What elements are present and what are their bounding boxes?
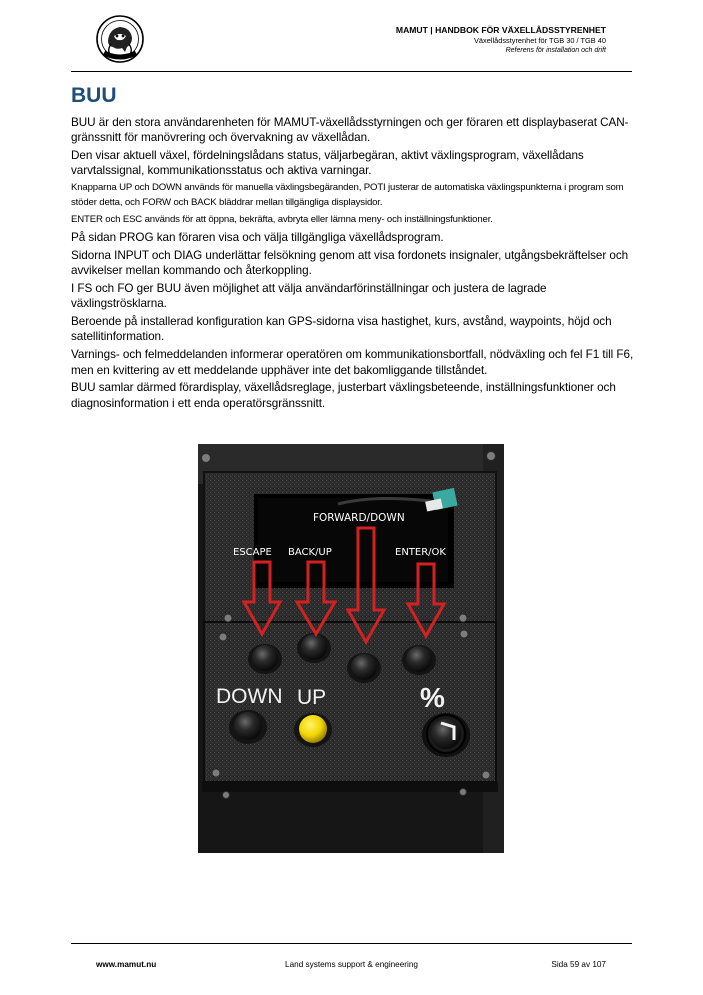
paragraph: Sidorna INPUT och DIAG underlättar felsökning genom att visa fordonets insignaler, utgångsbekräftelser och avvikelser mellan kommando och återkoppling. xyxy=(71,248,629,277)
panel-label-down: DOWN xyxy=(216,685,283,708)
footer-divider xyxy=(71,943,632,944)
footer-website: www.mamut.nu xyxy=(96,960,157,969)
label-back-up: BACK/UP xyxy=(288,547,332,558)
paragraph: Varnings- och felmeddelanden informerar operatören om kommunikationsbortfall, nödväxling och fel F1 till F6, men en kvittering av ett meddelande upphäver inte det bakomliggande tillståndet. xyxy=(71,348,634,377)
header-divider xyxy=(71,71,632,72)
paragraph: Den visar aktuell växel, fördelningslådans status, väljarbegäran, aktivt växlingsprogram, växellådans varvtalssignal, kommunikationsstatus och aktiva varningar. xyxy=(71,149,584,178)
footer-page-number: Sida 59 av 107 xyxy=(551,960,606,969)
label-escape: ESCAPE xyxy=(233,547,272,558)
paragraph: ENTER och ESC används för att öppna, bekräfta, avbryta eller lämna meny- och inställningsfunktioner. xyxy=(71,213,493,225)
section-body xyxy=(71,115,636,414)
document-header xyxy=(206,25,606,56)
mamut-logo xyxy=(95,14,145,64)
label-forward-down: FORWARD/DOWN xyxy=(313,512,405,524)
header-subtitle: Växellådsstyrenhet för TGB 30 / TGB 40 xyxy=(473,36,606,45)
paragraph: I FS och FO ger BUU även möjlighet att välja användarförinställningar och justera de lagrade växlingströsklarna. xyxy=(71,281,547,311)
paragraph: På sidan PROG kan föraren visa och välja tillgängliga växellådsprogram. xyxy=(71,230,444,244)
paragraph: Beroende på installerad konfiguration kan GPS-sidorna visa hastighet, kurs, avstånd, waypoints, höjd och satellitinformation. xyxy=(71,315,612,344)
footer-tagline: Land systems support & engineering xyxy=(285,960,418,969)
section-title: BUU xyxy=(71,84,117,107)
label-enter-ok: ENTER/OK xyxy=(395,547,446,558)
paragraph: Knapparna UP och DOWN används för manuella växlingsbegäranden, POTI justerar de automatiska växlingspunkterna i program som stöder detta, och FORW och BACK bläddrar mellan tillgängliga displaysidor. xyxy=(71,182,624,208)
buu-photo xyxy=(198,444,504,853)
header-title: MAMUT | HANDBOK FÖR VÄXELLÅDSSTYRENHET xyxy=(395,25,606,35)
panel-label-up: UP xyxy=(297,686,327,709)
panel-label-percent: % xyxy=(420,682,445,713)
paragraph: BUU är den stora användarenheten för MAMUT-växellådsstyrningen och ger föraren ett displaybaserat CAN-gränssnitt för manövrering och övervakning av växellådan. xyxy=(71,116,629,145)
header-reference: Referens för installation och drift xyxy=(505,47,606,54)
paragraph: BUU samlar därmed förardisplay, växellådsreglage, justerbart växlingsbeteende, inställningsfunktioner och diagnosinformation i ett enda operatörsgränssnitt. xyxy=(71,381,616,410)
